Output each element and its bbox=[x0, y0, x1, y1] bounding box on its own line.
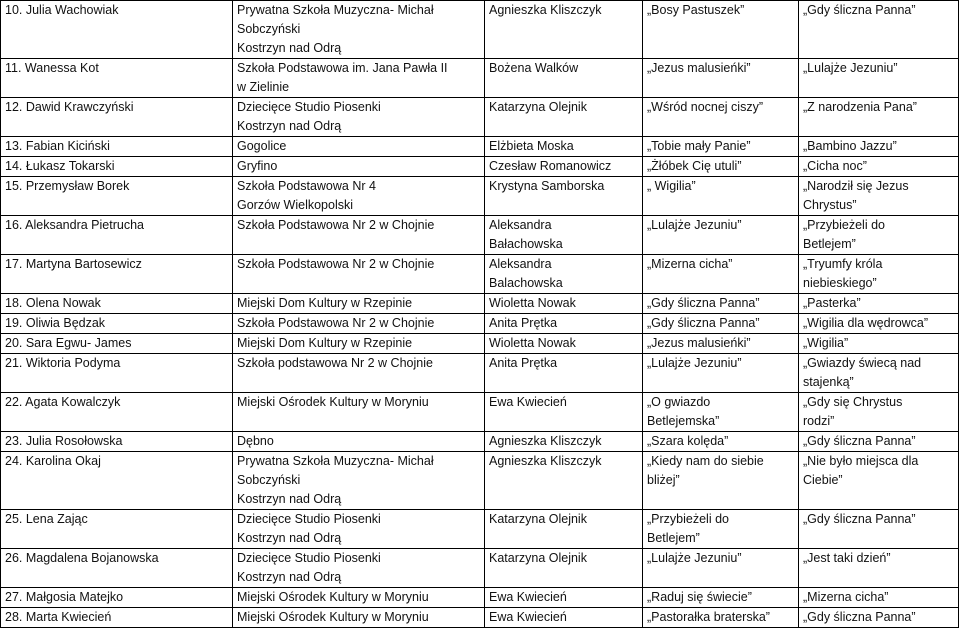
song-one-cell: „Lulajże Jezuniu” bbox=[643, 216, 799, 255]
table-row bbox=[1, 334, 959, 354]
institution-cell: Szkoła Podstawowa Nr 2 w Chojnie bbox=[233, 216, 485, 255]
institution-cell: Szkoła podstawowa Nr 2 w Chojnie bbox=[233, 354, 485, 393]
song-one-cell: „ Wigilia” bbox=[643, 177, 799, 216]
participant-cell: 23. Julia Rosołowska bbox=[1, 432, 233, 452]
song-two-cell: „Z narodzenia Pana” bbox=[799, 98, 959, 137]
teacher-cell: Czesław Romanowicz bbox=[485, 157, 643, 177]
table-row bbox=[1, 393, 959, 432]
teacher-cell: Katarzyna Olejnik bbox=[485, 98, 643, 137]
institution-cell: Szkoła Podstawowa Nr 2 w Chojnie bbox=[233, 255, 485, 294]
song-one-cell: „Żłóbek Cię utuli” bbox=[643, 157, 799, 177]
song-one-cell: „Szara kolęda” bbox=[643, 432, 799, 452]
table-row bbox=[1, 294, 959, 314]
song-two-cell: „Gdy śliczna Panna” bbox=[799, 1, 959, 59]
teacher-cell: Wioletta Nowak bbox=[485, 294, 643, 314]
song-one-cell: „Tobie mały Panie” bbox=[643, 137, 799, 157]
table-row bbox=[1, 157, 959, 177]
participant-cell: 12. Dawid Krawczyński bbox=[1, 98, 233, 137]
table-row bbox=[1, 59, 959, 98]
table-row bbox=[1, 608, 959, 628]
participant-cell: 18. Olena Nowak bbox=[1, 294, 233, 314]
participant-cell: 22. Agata Kowalczyk bbox=[1, 393, 233, 432]
song-one-cell: „Pastorałka braterska” bbox=[643, 608, 799, 628]
song-one-cell: „Raduj się świecie” bbox=[643, 588, 799, 608]
teacher-cell: Bożena Walków bbox=[485, 59, 643, 98]
participant-cell: 11. Wanessa Kot bbox=[1, 59, 233, 98]
institution-cell: Miejski Dom Kultury w Rzepinie bbox=[233, 334, 485, 354]
institution-cell: Dziecięce Studio Piosenki Kostrzyn nad Odrą bbox=[233, 510, 485, 549]
song-two-cell: „Przybieżeli do Betlejem” bbox=[799, 216, 959, 255]
institution-cell: Miejski Dom Kultury w Rzepinie bbox=[233, 294, 485, 314]
table-row bbox=[1, 137, 959, 157]
song-two-cell: „Lulajże Jezuniu” bbox=[799, 59, 959, 98]
table-row bbox=[1, 177, 959, 216]
teacher-cell: Elżbieta Moska bbox=[485, 137, 643, 157]
table-row bbox=[1, 549, 959, 588]
participant-cell: 13. Fabian Kiciński bbox=[1, 137, 233, 157]
participant-cell: 19. Oliwia Będzak bbox=[1, 314, 233, 334]
teacher-cell: Agnieszka Kliszczyk bbox=[485, 452, 643, 510]
song-two-cell: „Gdy śliczna Panna” bbox=[799, 510, 959, 549]
participant-cell: 17. Martyna Bartosewicz bbox=[1, 255, 233, 294]
institution-cell: Dębno bbox=[233, 432, 485, 452]
institution-cell: Dziecięce Studio Piosenki Kostrzyn nad Odrą bbox=[233, 549, 485, 588]
table-row bbox=[1, 314, 959, 334]
teacher-cell: Anita Prętka bbox=[485, 354, 643, 393]
song-two-cell: „Jest taki dzień” bbox=[799, 549, 959, 588]
institution-cell: Miejski Ośrodek Kultury w Moryniu bbox=[233, 608, 485, 628]
song-two-cell: „Wigilia dla wędrowca” bbox=[799, 314, 959, 334]
song-one-cell: „Gdy śliczna Panna” bbox=[643, 314, 799, 334]
teacher-cell: Ewa Kwiecień bbox=[485, 393, 643, 432]
table-row bbox=[1, 98, 959, 137]
song-one-cell: „Lulajże Jezuniu” bbox=[643, 354, 799, 393]
table-row bbox=[1, 510, 959, 549]
participant-cell: 14. Łukasz Tokarski bbox=[1, 157, 233, 177]
teacher-cell: Agnieszka Kliszczyk bbox=[485, 432, 643, 452]
participant-cell: 27. Małgosia Matejko bbox=[1, 588, 233, 608]
song-two-cell: „Gwiazdy świecą nad stajenką” bbox=[799, 354, 959, 393]
participant-cell: 25. Lena Zając bbox=[1, 510, 233, 549]
participant-cell: 21. Wiktoria Podyma bbox=[1, 354, 233, 393]
song-two-cell: „Tryumfy króla niebieskiego” bbox=[799, 255, 959, 294]
participants-table-body bbox=[1, 1, 959, 628]
participant-cell: 24. Karolina Okaj bbox=[1, 452, 233, 510]
teacher-cell: Ewa Kwiecień bbox=[485, 588, 643, 608]
institution-cell: Szkoła Podstawowa Nr 2 w Chojnie bbox=[233, 314, 485, 334]
song-two-cell: „Cicha noc” bbox=[799, 157, 959, 177]
table-row bbox=[1, 216, 959, 255]
teacher-cell: Katarzyna Olejnik bbox=[485, 510, 643, 549]
participant-cell: 16. Aleksandra Pietrucha bbox=[1, 216, 233, 255]
song-one-cell: „Mizerna cicha” bbox=[643, 255, 799, 294]
song-two-cell: „Pasterka” bbox=[799, 294, 959, 314]
institution-cell: Prywatna Szkoła Muzyczna- Michał Sobczyński Kostrzyn nad Odrą bbox=[233, 452, 485, 510]
song-one-cell: „Jezus malusieńki” bbox=[643, 334, 799, 354]
institution-cell: Prywatna Szkoła Muzyczna- Michał Sobczyński Kostrzyn nad Odrą bbox=[233, 1, 485, 59]
table-row bbox=[1, 452, 959, 510]
participant-cell: 10. Julia Wachowiak bbox=[1, 1, 233, 59]
participant-cell: 26. Magdalena Bojanowska bbox=[1, 549, 233, 588]
teacher-cell: Anita Prętka bbox=[485, 314, 643, 334]
song-one-cell: „Jezus malusieńki” bbox=[643, 59, 799, 98]
song-one-cell: „Gdy śliczna Panna” bbox=[643, 294, 799, 314]
participant-cell: 28. Marta Kwiecień bbox=[1, 608, 233, 628]
song-two-cell: „Bambino Jazzu” bbox=[799, 137, 959, 157]
institution-cell: Gryfino bbox=[233, 157, 485, 177]
song-two-cell: „Gdy śliczna Panna” bbox=[799, 608, 959, 628]
participant-cell: 15. Przemysław Borek bbox=[1, 177, 233, 216]
song-two-cell: „Mizerna cicha” bbox=[799, 588, 959, 608]
table-row bbox=[1, 588, 959, 608]
institution-cell: Dziecięce Studio Piosenki Kostrzyn nad Odrą bbox=[233, 98, 485, 137]
institution-cell: Szkoła Podstawowa im. Jana Pawła II w Zielinie bbox=[233, 59, 485, 98]
institution-cell: Miejski Ośrodek Kultury w Moryniu bbox=[233, 393, 485, 432]
institution-cell: Gogolice bbox=[233, 137, 485, 157]
song-two-cell: „Narodził się Jezus Chrystus” bbox=[799, 177, 959, 216]
table-row bbox=[1, 432, 959, 452]
table-row bbox=[1, 1, 959, 59]
table-row bbox=[1, 255, 959, 294]
teacher-cell: Ewa Kwiecień bbox=[485, 608, 643, 628]
song-one-cell: „Lulajże Jezuniu” bbox=[643, 549, 799, 588]
teacher-cell: Aleksandra Balachowska bbox=[485, 255, 643, 294]
institution-cell: Szkoła Podstawowa Nr 4 Gorzów Wielkopolski bbox=[233, 177, 485, 216]
teacher-cell: Katarzyna Olejnik bbox=[485, 549, 643, 588]
song-one-cell: „Bosy Pastuszek” bbox=[643, 1, 799, 59]
table-row bbox=[1, 354, 959, 393]
song-two-cell: „Wigilia” bbox=[799, 334, 959, 354]
song-one-cell: „Wśród nocnej ciszy” bbox=[643, 98, 799, 137]
song-one-cell: „Kiedy nam do siebie bliżej” bbox=[643, 452, 799, 510]
institution-cell: Miejski Ośrodek Kultury w Moryniu bbox=[233, 588, 485, 608]
teacher-cell: Wioletta Nowak bbox=[485, 334, 643, 354]
song-two-cell: „Nie było miejsca dla Ciebie” bbox=[799, 452, 959, 510]
teacher-cell: Krystyna Samborska bbox=[485, 177, 643, 216]
participant-cell: 20. Sara Egwu- James bbox=[1, 334, 233, 354]
song-two-cell: „Gdy śliczna Panna” bbox=[799, 432, 959, 452]
song-two-cell: „Gdy się Chrystus rodzi” bbox=[799, 393, 959, 432]
song-one-cell: „O gwiazdo Betlejemska” bbox=[643, 393, 799, 432]
teacher-cell: Aleksandra Bałachowska bbox=[485, 216, 643, 255]
song-one-cell: „Przybieżeli do Betlejem” bbox=[643, 510, 799, 549]
teacher-cell: Agnieszka Kliszczyk bbox=[485, 1, 643, 59]
